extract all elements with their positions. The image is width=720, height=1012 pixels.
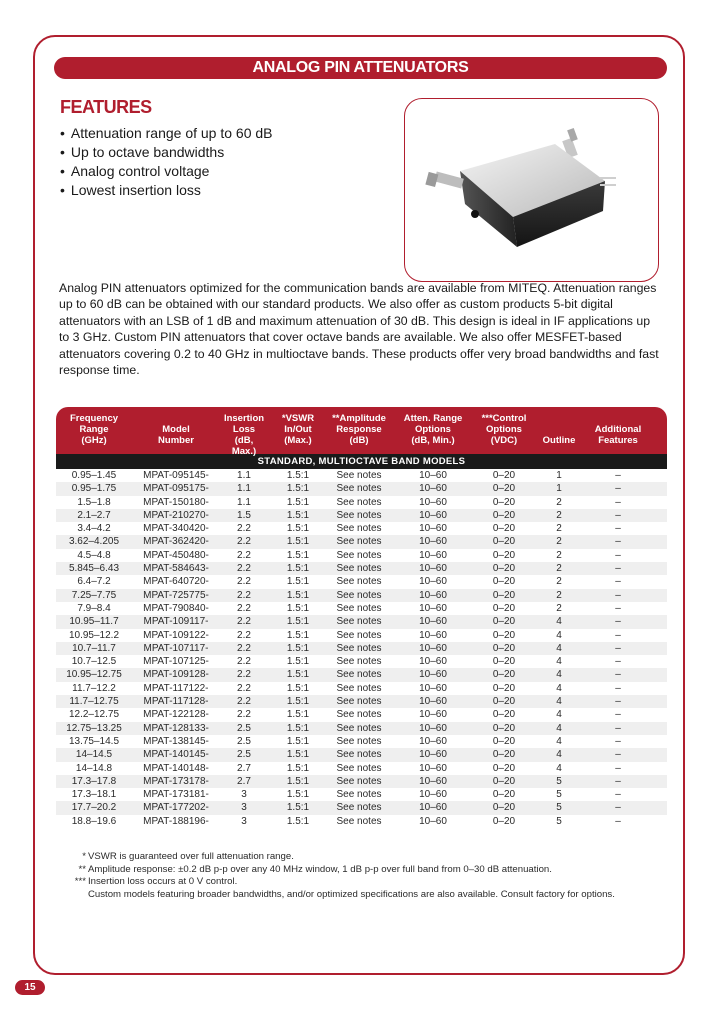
- table-cell: See notes: [336, 576, 382, 588]
- table-cell: 7.9–8.4: [77, 602, 111, 614]
- col-atten-range: Atten. Range Options (dB, Min.): [403, 413, 463, 446]
- footnote: Custom models featuring broader bandwidths, and/or optimized specifications are also available. Consult factory for options.: [88, 888, 615, 900]
- table-cell: 10–60: [419, 589, 447, 601]
- table-cell: MPAT-584643-: [143, 563, 209, 575]
- table-cell: 10–60: [419, 682, 447, 694]
- table-cell: 0–20: [492, 576, 516, 588]
- table-cell: –: [615, 509, 621, 521]
- table-cell: 14–14.5: [75, 749, 113, 761]
- table-cell: See notes: [336, 722, 382, 734]
- table-cell: 0–20: [492, 642, 516, 654]
- table-cell: 2.2: [237, 563, 251, 575]
- table-cell: MPAT-117122-: [143, 682, 209, 694]
- table-cell: 2.5: [237, 749, 251, 761]
- table-cell: 4: [556, 669, 562, 681]
- table-cell: 1.5:1: [286, 629, 310, 641]
- table-cell: 1.5:1: [286, 709, 310, 721]
- feature-item: • Analog control voltage: [60, 162, 273, 181]
- table-cell: MPAT-725775-: [143, 589, 209, 601]
- table-cell: 4: [556, 749, 562, 761]
- table-cell: 2: [556, 576, 562, 588]
- table-cell: See notes: [336, 523, 382, 535]
- table-cell: –: [615, 775, 621, 787]
- table-cell: 0–20: [492, 815, 516, 827]
- feature-item: • Up to octave bandwidths: [60, 143, 273, 162]
- table-cell: See notes: [336, 496, 382, 508]
- table-cell: 0–20: [492, 496, 516, 508]
- table-cell: 4: [556, 735, 562, 747]
- table-cell: See notes: [336, 789, 382, 801]
- table-row: [56, 801, 667, 814]
- table-cell: 1.5:1: [286, 762, 310, 774]
- table-cell: –: [615, 749, 621, 761]
- table-row: [56, 682, 667, 695]
- table-cell: 2: [556, 523, 562, 535]
- table-cell: 2.2: [237, 536, 251, 548]
- table-cell: 10–60: [419, 749, 447, 761]
- spec-table: [56, 407, 667, 828]
- table-cell: 1.5:1: [286, 523, 310, 535]
- table-cell: MPAT-109117-: [143, 616, 209, 628]
- table-cell: See notes: [336, 749, 382, 761]
- table-cell: 10–60: [419, 483, 447, 495]
- table-cell: 0–20: [492, 709, 516, 721]
- table-cell: See notes: [336, 602, 382, 614]
- table-cell: MPAT-188196-: [143, 815, 209, 827]
- col-control: ***Control Options (VDC): [481, 413, 527, 446]
- table-cell: 10–60: [419, 549, 447, 561]
- table-cell: 1.5:1: [286, 682, 310, 694]
- table-cell: 10.95–11.7: [69, 616, 119, 628]
- table-cell: –: [615, 669, 621, 681]
- table-cell: 0–20: [492, 749, 516, 761]
- table-cell: MPAT-138145-: [143, 735, 209, 747]
- table-row: [56, 788, 667, 801]
- table-cell: See notes: [336, 470, 382, 481]
- table-row: [56, 642, 667, 655]
- table-cell: 10–60: [419, 563, 447, 575]
- table-cell: 0–20: [492, 762, 516, 774]
- table-cell: –: [615, 549, 621, 561]
- table-row: [56, 735, 667, 748]
- table-cell: 10–60: [419, 496, 447, 508]
- table-row: [56, 762, 667, 775]
- table-cell: 1.5:1: [286, 616, 310, 628]
- table-cell: See notes: [336, 563, 382, 575]
- table-row: [56, 522, 667, 535]
- table-cell: –: [615, 815, 621, 827]
- table-cell: 4: [556, 762, 562, 774]
- footnotes: [62, 851, 662, 901]
- col-insertion-loss: Insertion Loss (dB, Max.): [223, 413, 265, 457]
- table-cell: MPAT-117128-: [143, 696, 209, 708]
- table-cell: 3: [241, 789, 247, 801]
- table-row: [56, 589, 667, 602]
- table-row: [56, 496, 667, 509]
- table-cell: 2: [556, 549, 562, 561]
- table-cell: 10–60: [419, 775, 447, 787]
- section-heading: STANDARD, MULTIOCTAVE BAND MODELS: [56, 454, 667, 469]
- col-outline: Outline: [542, 435, 576, 446]
- table-cell: 1.5:1: [286, 722, 310, 734]
- table-cell: 4: [556, 656, 562, 668]
- table-row: [56, 775, 667, 788]
- table-cell: 2.7: [237, 762, 251, 774]
- table-body: [56, 469, 667, 828]
- table-cell: 0–20: [492, 563, 516, 575]
- table-cell: 2.2: [237, 549, 251, 561]
- table-cell: 0–20: [492, 802, 516, 814]
- table-cell: 10–60: [419, 789, 447, 801]
- table-cell: 0–20: [492, 656, 516, 668]
- table-cell: See notes: [336, 709, 382, 721]
- table-cell: 1.5:1: [286, 563, 310, 575]
- table-cell: 2.2: [237, 576, 251, 588]
- table-cell: MPAT-109128-: [143, 669, 209, 681]
- table-cell: 0–20: [492, 722, 516, 734]
- table-row: [56, 602, 667, 615]
- footnote: * VSWR is guaranteed over full attenuation range.: [82, 851, 294, 862]
- table-row: [56, 815, 667, 828]
- table-cell: 10–60: [419, 735, 447, 747]
- table-row: [56, 535, 667, 548]
- table-cell: 4: [556, 642, 562, 654]
- table-cell: 5: [556, 815, 562, 827]
- table-cell: 0–20: [492, 735, 516, 747]
- table-cell: See notes: [336, 802, 382, 814]
- table-cell: 2.2: [237, 682, 251, 694]
- col-amplitude: **Amplitude Response (dB): [332, 413, 386, 446]
- table-cell: 7.25–7.75: [71, 589, 117, 601]
- table-cell: 2: [556, 563, 562, 575]
- table-cell: –: [615, 563, 621, 575]
- table-cell: 0–20: [492, 629, 516, 641]
- table-cell: 2.2: [237, 642, 251, 654]
- table-cell: MPAT-790840-: [143, 602, 209, 614]
- table-cell: 4: [556, 722, 562, 734]
- table-cell: 1: [556, 470, 562, 481]
- table-cell: –: [615, 696, 621, 708]
- table-cell: 1.5:1: [286, 589, 310, 601]
- table-cell: See notes: [336, 536, 382, 548]
- table-cell: See notes: [336, 815, 382, 827]
- table-cell: –: [615, 616, 621, 628]
- table-cell: –: [615, 762, 621, 774]
- table-cell: 5.845–6.43: [68, 563, 120, 575]
- table-cell: MPAT-340420-: [143, 523, 209, 535]
- col-additional: Additional Features: [594, 424, 642, 446]
- table-cell: 2: [556, 536, 562, 548]
- table-cell: 4: [556, 629, 562, 641]
- table-cell: 0–20: [492, 669, 516, 681]
- table-cell: 10–60: [419, 642, 447, 654]
- table-cell: MPAT-450480-: [143, 549, 209, 561]
- table-cell: 1.5–1.8: [77, 496, 111, 508]
- page-number: 15: [15, 980, 45, 995]
- table-cell: 1.5:1: [286, 735, 310, 747]
- table-cell: 0–20: [492, 523, 516, 535]
- table-cell: 2.2: [237, 589, 251, 601]
- table-cell: 1.1: [237, 496, 251, 508]
- table-cell: 2.2: [237, 616, 251, 628]
- table-cell: See notes: [336, 483, 382, 495]
- table-cell: –: [615, 629, 621, 641]
- table-row: [56, 668, 667, 681]
- table-cell: MPAT-150180-: [143, 496, 209, 508]
- table-row: [56, 748, 667, 761]
- table-cell: 0–20: [492, 549, 516, 561]
- table-cell: –: [615, 709, 621, 721]
- table-cell: 10.7–11.7: [72, 642, 116, 654]
- feature-item: • Lowest insertion loss: [60, 181, 273, 200]
- table-cell: 1.1: [237, 470, 251, 481]
- table-cell: 1.5: [237, 509, 251, 521]
- table-cell: MPAT-177202-: [143, 802, 209, 814]
- table-cell: 1.5:1: [286, 602, 310, 614]
- table-cell: 0–20: [492, 616, 516, 628]
- table-row: [56, 708, 667, 721]
- table-cell: MPAT-107125-: [143, 656, 209, 668]
- table-cell: 1.5:1: [286, 656, 310, 668]
- table-cell: –: [615, 789, 621, 801]
- table-cell: 10–60: [419, 802, 447, 814]
- table-cell: 14–14.8: [75, 762, 113, 774]
- table-cell: 10.95–12.2: [68, 629, 120, 641]
- table-cell: See notes: [336, 642, 382, 654]
- table-cell: 0–20: [492, 682, 516, 694]
- table-cell: 17.7–20.2: [71, 802, 117, 814]
- table-row: [56, 482, 667, 495]
- table-cell: 2.2: [237, 696, 251, 708]
- table-cell: 11.7–12.2: [72, 682, 116, 694]
- table-row: [56, 549, 667, 562]
- table-cell: 12.2–12.75: [68, 709, 120, 721]
- table-cell: 1: [556, 483, 562, 495]
- table-cell: 5: [556, 802, 562, 814]
- col-frequency: Frequency Range (GHz): [69, 413, 119, 446]
- table-cell: –: [615, 722, 621, 734]
- table-cell: 1.5:1: [286, 509, 310, 521]
- table-cell: 0–20: [492, 483, 516, 495]
- table-cell: 13.75–14.5: [68, 735, 120, 747]
- table-cell: 2.7: [237, 775, 251, 787]
- table-cell: 10.7–12.5: [71, 656, 117, 668]
- table-cell: 2.2: [237, 602, 251, 614]
- table-cell: 2.5: [237, 722, 251, 734]
- table-cell: MPAT-107117-: [143, 642, 209, 654]
- table-cell: –: [615, 496, 621, 508]
- table-cell: 10–60: [419, 629, 447, 641]
- table-cell: 1.5:1: [286, 642, 310, 654]
- table-cell: See notes: [336, 589, 382, 601]
- table-cell: 1.5:1: [286, 536, 310, 548]
- table-cell: 10–60: [419, 762, 447, 774]
- table-cell: 0–20: [492, 789, 516, 801]
- product-photo: [404, 98, 659, 282]
- table-cell: See notes: [336, 629, 382, 641]
- table-cell: MPAT-122128-: [143, 709, 209, 721]
- table-cell: 2.2: [237, 709, 251, 721]
- table-cell: 10–60: [419, 709, 447, 721]
- table-cell: 0–20: [492, 470, 516, 481]
- footnote: *** Insertion loss occurs at 0 V control.: [74, 876, 238, 888]
- table-cell: –: [615, 589, 621, 601]
- intro-paragraph: Analog PIN attenuators optimized for the communication bands are available from MITEQ. Attenuation ranges up to 60 dB can be obtained with our standard products. We also offer as custom products 5-bit digital attenuators with an LSB of 1 dB and maximum attenuation of 30 dB. This design is ideal in IF applications up to 3 GHz. Custom PIN attenuators that cover octave bands are available. We also offer MESFET-based attenuators covering 0.2 to 40 GHz in multioctave bands. These products offer very broad bandwidths and fast response time.: [59, 281, 659, 378]
- table-cell: 1.5:1: [286, 483, 310, 495]
- table-cell: 1.5:1: [286, 549, 310, 561]
- table-cell: 2.2: [237, 523, 251, 535]
- table-cell: 17.3–17.8: [71, 775, 117, 787]
- table-cell: –: [615, 656, 621, 668]
- table-cell: 2.2: [237, 629, 251, 641]
- table-cell: MPAT-173178-: [143, 775, 209, 787]
- table-cell: See notes: [336, 762, 382, 774]
- table-cell: 0–20: [492, 696, 516, 708]
- feature-item: • Attenuation range of up to 60 dB: [60, 124, 273, 143]
- table-cell: See notes: [336, 656, 382, 668]
- table-cell: 1.5:1: [286, 802, 310, 814]
- table-cell: 10–60: [419, 536, 447, 548]
- table-cell: MPAT-140145-: [143, 749, 209, 761]
- table-cell: 10–60: [419, 523, 447, 535]
- table-cell: 10–60: [419, 656, 447, 668]
- table-cell: –: [615, 470, 621, 481]
- table-cell: 1.5:1: [286, 470, 310, 481]
- table-cell: 18.8–19.6: [71, 815, 117, 827]
- table-cell: 4: [556, 709, 562, 721]
- table-cell: MPAT-128133-: [143, 722, 209, 734]
- table-header: [56, 407, 667, 457]
- table-cell: 10–60: [419, 815, 447, 827]
- table-cell: 4: [556, 696, 562, 708]
- table-cell: 3.4–4.2: [77, 523, 111, 535]
- table-cell: 0–20: [492, 775, 516, 787]
- table-row: [56, 509, 667, 522]
- table-cell: 6.4–7.2: [77, 576, 111, 588]
- table-row: [56, 695, 667, 708]
- table-cell: 1.5:1: [286, 576, 310, 588]
- table-cell: 2: [556, 509, 562, 521]
- table-cell: 4.5–4.8: [77, 549, 111, 561]
- table-cell: 10.95–12.75: [66, 669, 122, 681]
- table-row: [56, 562, 667, 575]
- table-cell: –: [615, 802, 621, 814]
- table-cell: 10–60: [419, 696, 447, 708]
- page-title: ANALOG PIN ATTENUATORS: [54, 57, 667, 79]
- table-cell: 10–60: [419, 722, 447, 734]
- table-cell: 10–60: [419, 602, 447, 614]
- table-cell: 2.2: [237, 656, 251, 668]
- table-cell: 2.1–2.7: [77, 509, 111, 521]
- table-cell: MPAT-140148-: [143, 762, 209, 774]
- table-cell: See notes: [336, 682, 382, 694]
- table-cell: 0–20: [492, 589, 516, 601]
- table-cell: 1.5:1: [286, 749, 310, 761]
- table-cell: 11.7–12.75: [69, 696, 119, 708]
- table-cell: 3.62–4.205: [68, 536, 120, 548]
- table-cell: 5: [556, 775, 562, 787]
- table-cell: –: [615, 682, 621, 694]
- table-cell: See notes: [336, 616, 382, 628]
- table-cell: See notes: [336, 669, 382, 681]
- table-cell: See notes: [336, 775, 382, 787]
- table-cell: 0.95–1.45: [71, 470, 117, 481]
- table-cell: 2.5: [237, 735, 251, 747]
- table-cell: 10–60: [419, 669, 447, 681]
- table-cell: –: [615, 483, 621, 495]
- table-cell: See notes: [336, 696, 382, 708]
- table-cell: MPAT-173181-: [143, 789, 209, 801]
- table-row: [56, 615, 667, 628]
- table-cell: MPAT-210270-: [143, 509, 209, 521]
- table-cell: 3: [241, 815, 247, 827]
- table-cell: 4: [556, 682, 562, 694]
- table-cell: 0–20: [492, 602, 516, 614]
- table-row: [56, 722, 667, 735]
- table-cell: 3: [241, 802, 247, 814]
- table-cell: 12.75–13.25: [66, 722, 122, 734]
- table-cell: 17.3–18.1: [71, 789, 117, 801]
- table-cell: 1.5:1: [286, 775, 310, 787]
- table-cell: 1.5:1: [286, 669, 310, 681]
- table-cell: –: [615, 642, 621, 654]
- table-cell: See notes: [336, 549, 382, 561]
- table-cell: 1.5:1: [286, 696, 310, 708]
- table-cell: 1.5:1: [286, 789, 310, 801]
- col-model: Model Number: [158, 424, 194, 446]
- table-row: [56, 469, 667, 482]
- table-cell: 0–20: [492, 536, 516, 548]
- table-cell: 2: [556, 602, 562, 614]
- table-cell: See notes: [336, 509, 382, 521]
- table-row: [56, 575, 667, 588]
- table-cell: 2.2: [237, 669, 251, 681]
- table-cell: 10–60: [419, 616, 447, 628]
- table-cell: 10–60: [419, 509, 447, 521]
- col-vswr: *VSWR In/Out (Max.): [281, 413, 315, 446]
- table-cell: –: [615, 576, 621, 588]
- table-cell: MPAT-362420-: [143, 536, 209, 548]
- table-cell: See notes: [336, 735, 382, 747]
- table-cell: 1.5:1: [286, 496, 310, 508]
- table-cell: MPAT-095145-: [143, 470, 209, 481]
- table-cell: 2: [556, 496, 562, 508]
- table-cell: MPAT-109122-: [143, 629, 209, 641]
- table-cell: 5: [556, 789, 562, 801]
- footnote: ** Amplitude response: ±0.2 dB p-p over any 40 MHz window, 1 dB p-p over full band from 0–30 dB attenuation.: [78, 863, 552, 875]
- table-cell: 1.5:1: [286, 815, 310, 827]
- table-cell: –: [615, 523, 621, 535]
- table-cell: 0–20: [492, 509, 516, 521]
- table-cell: 0.95–1.75: [71, 483, 117, 495]
- table-cell: –: [615, 602, 621, 614]
- table-cell: 2: [556, 589, 562, 601]
- features-list: [60, 124, 273, 200]
- table-row: [56, 655, 667, 668]
- attenuator-module-image: [405, 99, 658, 281]
- table-cell: MPAT-095175-: [143, 483, 209, 495]
- table-cell: 4: [556, 616, 562, 628]
- table-cell: –: [615, 735, 621, 747]
- table-row: [56, 629, 667, 642]
- table-cell: 10–60: [419, 470, 447, 481]
- table-cell: 10–60: [419, 576, 447, 588]
- table-cell: –: [615, 536, 621, 548]
- table-cell: 1.1: [237, 483, 251, 495]
- table-cell: MPAT-640720-: [143, 576, 209, 588]
- features-heading: FEATURES: [60, 97, 152, 117]
